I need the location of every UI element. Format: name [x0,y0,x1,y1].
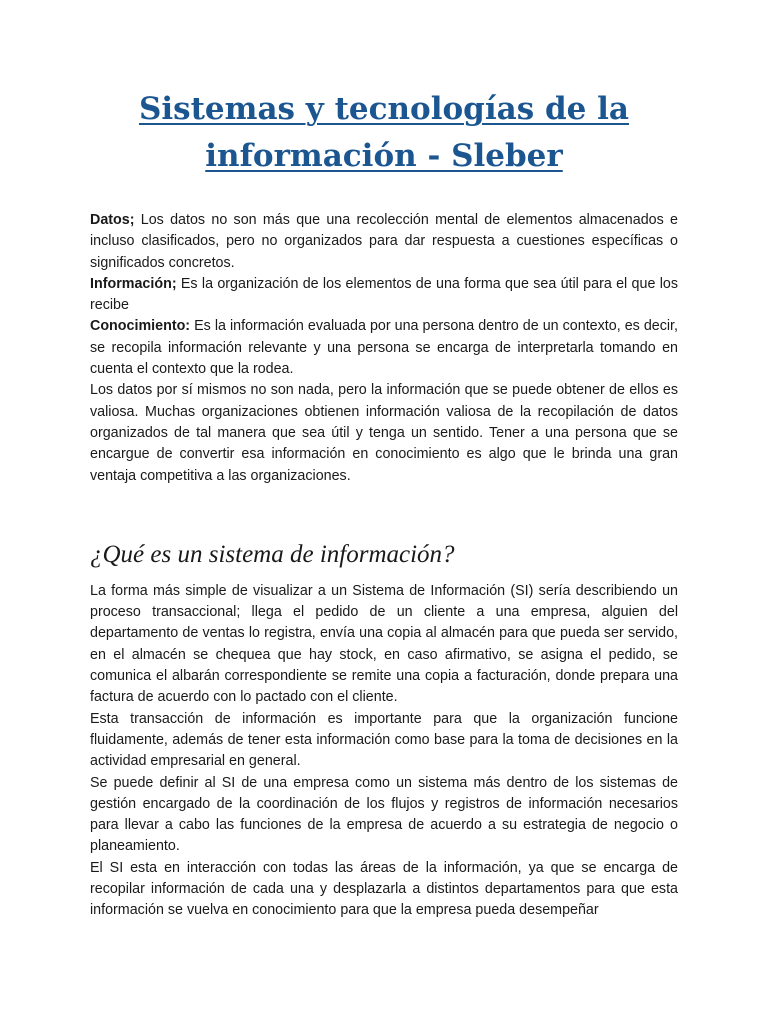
definition-informacion [90,274,678,317]
section-heading: ¿Qué es un sistema de información? [90,540,455,568]
body-paragraph: El SI esta en interacción con todas las áreas de la información, ya que se encarga de recopilar información de cada una y desplazarla a distintos departamentos para que esta información se vuelva en conocimiento para que la empresa pueda desempeñar [90,859,678,919]
definition-term: Datos; [90,212,135,228]
definition-text: Es la organización de los elementos de una forma que sea útil para el que los recibe [90,275,678,314]
definition-text: Los datos no son más que una recolección mental de elementos almacenados e incluso clasificados, pero no organizados para dar respuesta a cuestiones específicas o significados concretos. [90,212,678,271]
document-title: Sistemas y tecnologías de la información - Sleber [138,91,630,174]
definitions-block [90,210,678,487]
body-paragraph: La forma más simple de visualizar a un Sistema de Información (SI) sería describiendo un proceso transaccional; llega el pedido de un cliente a una empresa, alguien del departamento de ventas lo registra, envía una copia al almacén para que pueda ser servido, en el almacén se chequea que hay stock, en caso afirmativo, se asigna el pedido, se comunica el albarán correspondiente se remite una copia a facturación, donde prepara una factura de acuerdo con lo pactado con el cliente. [90,582,678,706]
section-body [90,581,678,922]
intro-paragraph: Los datos por sí mismos no son nada, pero la información que se puede obtener de ellos es valiosa. Muchas organizaciones obtienen información valiosa de la recopilación de datos organizados de tal manera que sea útil y tenga un sentido. Tener a una persona que se encargue de convertir esa información en conocimiento es algo que le brinda una gran ventaja competitiva a las organizaciones. [90,382,678,484]
definition-term: Información; [90,275,177,292]
definition-datos [90,210,678,274]
definition-conocimiento [90,316,678,380]
definition-term: Conocimiento: [90,318,191,335]
body-paragraph: Se puede definir al SI de una empresa como un sistema más dentro de los sistemas de gestión encargado de la coordinación de los flujos y registros de información necesarios para llevar a cabo las funciones de la empresa de acuerdo a su estrategia de negocio o planeamiento. [90,774,678,855]
definition-text: Es la información evaluada por una persona dentro de un contexto, es decir, se recopila información relevante y una persona se encarga de interpretarla tomando en cuenta el contexto que la rodea. [90,318,678,378]
body-paragraph: Esta transacción de información es importante para que la organización funcione fluidamente, además de tener esta información como base para la toma de decisiones en la actividad empresarial en general. [90,710,678,770]
document-page [90,86,678,922]
